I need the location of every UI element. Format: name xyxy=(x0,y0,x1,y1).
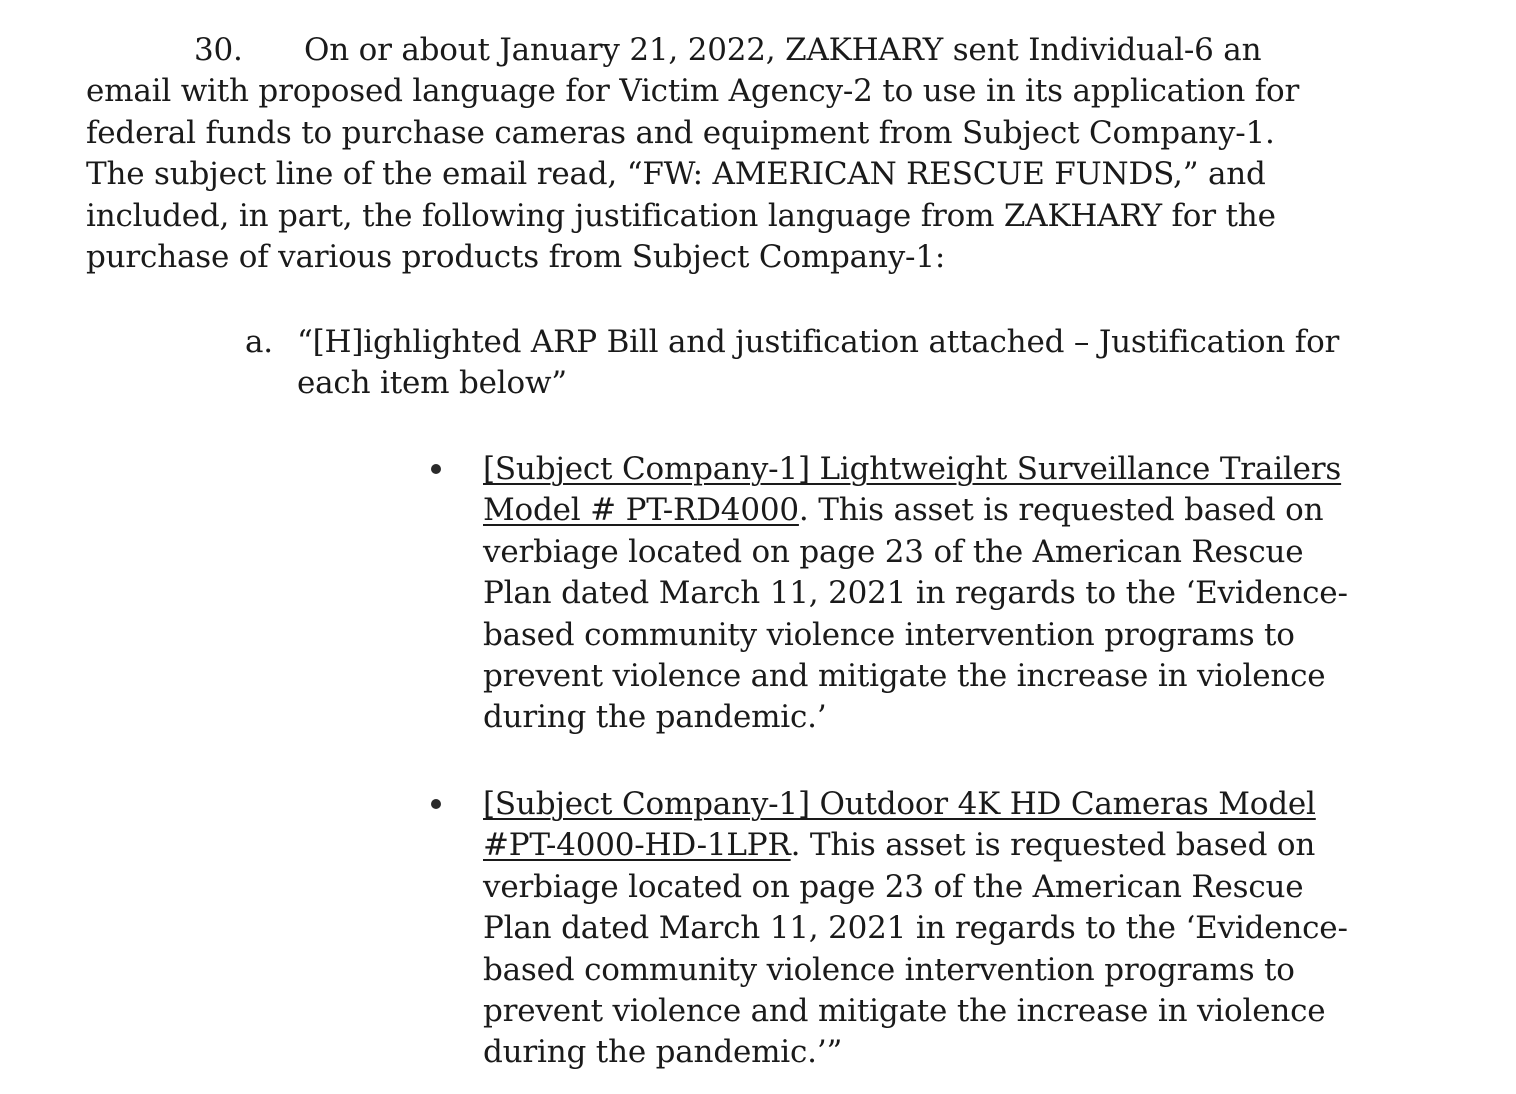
paragraph-line: federal funds to purchase cameras and equipment from Subject Company-1. xyxy=(86,114,1275,151)
bullet-line: prevent violence and mitigate the increase in violence xyxy=(483,658,1326,695)
bullet-dot-icon xyxy=(431,799,441,809)
paragraph-line: included, in part, the following justification language from ZAKHARY for the xyxy=(86,197,1276,234)
bullet-line: based community violence intervention programs to xyxy=(483,951,1295,988)
bullet-line: verbiage located on page 23 of the American Rescue xyxy=(483,868,1304,905)
bullet-line: during the pandemic.’ xyxy=(483,699,827,736)
paragraph-line: purchase of various products from Subject Company-1: xyxy=(86,239,946,276)
paragraph-line: email with proposed language for Victim Agency-2 to use in its application for xyxy=(86,73,1300,110)
product-model-underlined: #PT-4000-HD-1LPR xyxy=(483,827,791,864)
bullet-line: Plan dated March 11, 2021 in regards to the ‘Evidence- xyxy=(483,575,1348,612)
subitem-marker: a. xyxy=(245,324,273,360)
bullet-line: #PT-4000-HD-1LPR. This asset is requested based on xyxy=(483,827,1316,864)
product-name-underlined: [Subject Company-1] Lightweight Surveillance Trailers xyxy=(483,451,1342,487)
bullet-line: verbiage located on page 23 of the American Rescue xyxy=(483,533,1304,570)
subitem-line: “[H]ighlighted ARP Bill and justification attached – Justification for xyxy=(297,324,1340,360)
subitem-line: each item below” xyxy=(297,365,567,402)
bullet-line xyxy=(431,449,1481,490)
paragraph-line: The subject line of the email read, “FW: AMERICAN RESCUE FUNDS,” and xyxy=(86,156,1266,193)
product-model-underlined: Model # PT-RD4000 xyxy=(483,492,799,529)
subitem-a xyxy=(245,322,1475,405)
bullet-line: prevent violence and mitigate the increase in violence xyxy=(483,993,1326,1030)
bullet-item-trailers xyxy=(431,449,1481,739)
product-name-underlined: [Subject Company-1] Outdoor 4K HD Cameras Model xyxy=(483,786,1316,822)
paragraph-30 xyxy=(86,30,1446,278)
bullet-dot-icon xyxy=(431,464,441,474)
bullet-line: Model # PT-RD4000. This asset is requested based on xyxy=(483,492,1324,529)
bullet-line: based community violence intervention programs to xyxy=(483,616,1295,653)
paragraph-line: 30. On or about January 21, 2022, ZAKHARY sent Individual-6 an xyxy=(86,30,1446,71)
bullet-line: during the pandemic.’” xyxy=(483,1034,843,1071)
bullet-item-cameras xyxy=(431,784,1481,1074)
paragraph-number: 30. xyxy=(194,32,243,68)
bullet-line xyxy=(431,784,1481,825)
bullet-line: Plan dated March 11, 2021 in regards to the ‘Evidence- xyxy=(483,910,1348,947)
